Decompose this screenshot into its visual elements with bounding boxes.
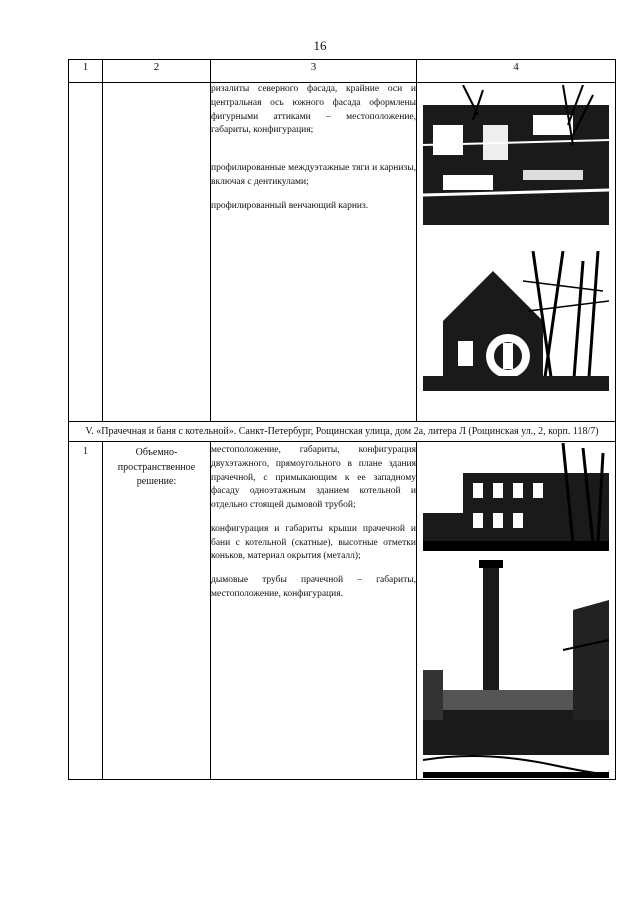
heritage-table xyxy=(68,59,616,780)
facade-photo xyxy=(423,251,609,391)
photo-cell xyxy=(417,83,616,422)
section-heading-row xyxy=(69,422,616,442)
empty-cell xyxy=(69,83,103,422)
description-paragraph: местоположение, габариты, конфигурация двухэтажного, прямоугольного в плане здания прачечной, с примыкающим к ее западному фасаду одноэтажным зданием котельной и отдельно стоящей дымовой трубой; xyxy=(211,445,416,511)
table-row-facade xyxy=(69,83,616,422)
facade-photo xyxy=(423,85,609,225)
description-cell xyxy=(211,83,417,422)
header-col-1: 1 xyxy=(69,60,103,83)
chimney-photo xyxy=(423,560,609,778)
empty-cell xyxy=(103,83,211,422)
header-col-2: 2 xyxy=(103,60,211,83)
description-paragraph: ризалиты северного фасада, крайние оси и центральная ось южного фасада оформлены фигурными аттиками – местоположение, габариты, конфигурация; xyxy=(211,84,416,136)
description-paragraph: профилированный венчающий карниз. xyxy=(211,200,369,211)
section-title: V. «Прачечная и баня с котельной». Санкт-Петербург, Рощинская улица, дом 2а, литера Л (Рощинская ул., 2, корп. 118/7) xyxy=(69,422,616,442)
row-number: 1 xyxy=(69,442,103,780)
description-cell xyxy=(211,442,417,780)
description-paragraph: дымовые трубы прачечной – габариты, местоположение, конфигурация. xyxy=(211,575,416,599)
table-row-laundry xyxy=(69,442,616,780)
header-col-4: 4 xyxy=(417,60,616,83)
description-paragraph: профилированные междуэтажные тяги и карнизы, включая с дентикулами; xyxy=(211,163,416,187)
table-header-row xyxy=(69,60,616,83)
category-cell: Объемно-пространственное решение: xyxy=(103,442,211,780)
photo-cell xyxy=(417,442,616,780)
page-number: 16 xyxy=(313,38,327,53)
description-paragraph: конфигурация и габариты крыши прачечной и бани с котельной (скатные), высотные отметки коньков, материал окрытия (металл); xyxy=(211,523,416,562)
laundry-photo xyxy=(423,443,609,551)
header-col-3: 3 xyxy=(211,60,417,83)
